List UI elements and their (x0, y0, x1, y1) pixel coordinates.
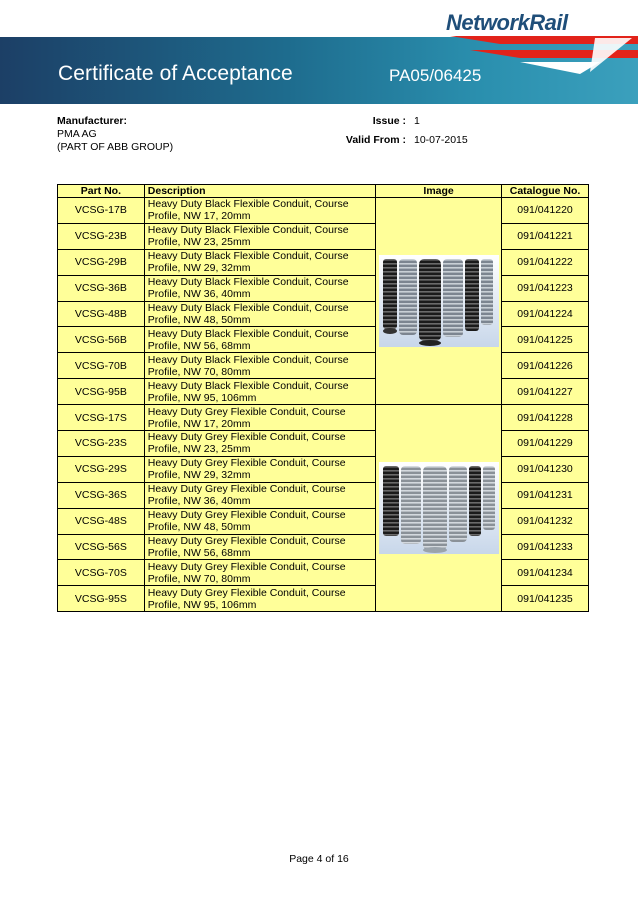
description-cell (144, 431, 375, 457)
table-row (58, 379, 589, 405)
valid-from-label-wrap (300, 134, 406, 147)
manufacturer-group: (PART OF ABB GROUP) (57, 141, 174, 153)
description-line: Heavy Duty Black Flexible Conduit, Course (147, 302, 349, 314)
description-line: Profile, NW 29, 32mm (147, 262, 251, 275)
description-cell (144, 275, 375, 301)
catalogue-no-cell: 091/041232 (502, 508, 589, 534)
description-line: Profile, NW 29, 32mm (147, 469, 251, 482)
description-cell (144, 353, 375, 379)
catalogue-no-cell: 091/041221 (502, 223, 589, 249)
page-number: Page 4 of 16 (289, 853, 349, 865)
header-image: Image (376, 185, 502, 198)
table-row (58, 482, 589, 508)
catalogue-no-cell: 091/041229 (502, 431, 589, 457)
part-no-cell: VCSG-70S (58, 560, 145, 586)
part-no-cell: VCSG-95B (58, 379, 145, 405)
description-line: Heavy Duty Grey Flexible Conduit, Course (147, 457, 346, 470)
description-line: Profile, NW 95, 106mm (147, 391, 257, 404)
table-row (58, 327, 589, 353)
description-line: Heavy Duty Black Flexible Conduit, Course (147, 276, 349, 289)
description-line: Heavy Duty Black Flexible Conduit, Course (147, 379, 349, 392)
issue-label-wrap (300, 115, 406, 128)
description-cell (144, 586, 375, 612)
description-line: Profile, NW 56, 68mm (147, 547, 251, 560)
catalogue-no-cell: 091/041226 (502, 353, 589, 379)
logo-text: NetworkRail (446, 10, 568, 35)
description-cell (144, 560, 375, 586)
description-line: Heavy Duty Grey Flexible Conduit, Course (147, 405, 346, 418)
table-row (58, 508, 589, 534)
part-no-cell: VCSG-70B (58, 353, 145, 379)
table-header-row (58, 185, 589, 198)
description-cell (144, 223, 375, 249)
manufacturer-name: PMA AG (57, 128, 97, 140)
description-cell (144, 327, 375, 353)
black-conduit-image-icon (379, 255, 499, 347)
table-row (58, 405, 589, 431)
image-wrap (376, 255, 501, 347)
table-row (58, 275, 589, 301)
header-description: Description (144, 185, 375, 198)
description-line: Heavy Duty Grey Flexible Conduit, Course (147, 535, 346, 548)
part-no-cell: VCSG-29B (58, 249, 145, 275)
description-line: Profile, NW 36, 40mm (147, 495, 251, 508)
part-no-cell: VCSG-36S (58, 482, 145, 508)
page-title: Certificate of Acceptance (58, 62, 293, 85)
catalogue-no-cell: 091/041235 (502, 586, 589, 612)
description-line: Profile, NW 36, 40mm (147, 288, 251, 301)
part-no-cell: VCSG-56B (58, 327, 145, 353)
part-no-cell: VCSG-29S (58, 456, 145, 482)
description-line: Profile, NW 23, 25mm (147, 236, 251, 249)
certificate-number: PA05/06425 (389, 66, 482, 85)
table-row (58, 534, 589, 560)
description-cell (144, 405, 375, 431)
grey-conduit-image-icon (379, 462, 499, 554)
table-row (58, 223, 589, 249)
catalogue-no-cell: 091/041225 (502, 327, 589, 353)
description-line: Heavy Duty Grey Flexible Conduit, Course (147, 560, 346, 573)
description-cell (144, 379, 375, 405)
valid-from-value: 10-07-2015 (414, 134, 468, 146)
catalogue-no-cell: 091/041223 (502, 275, 589, 301)
image-cell-grey (376, 405, 502, 612)
description-line: Profile, NW 95, 106mm (147, 598, 257, 611)
manufacturer-block (57, 115, 173, 154)
description-line: Profile, NW 70, 80mm (147, 365, 251, 378)
description-line: Heavy Duty Black Flexible Conduit, Course (147, 224, 349, 237)
catalogue-no-cell: 091/041227 (502, 379, 589, 405)
catalogue-no-cell: 091/041231 (502, 482, 589, 508)
description-line: Heavy Duty Black Flexible Conduit, Course (147, 353, 349, 366)
description-line: Heavy Duty Grey Flexible Conduit, Course (147, 509, 346, 522)
part-no-cell: VCSG-23B (58, 223, 145, 249)
description-line: Profile, NW 48, 50mm (147, 314, 251, 326)
description-line: Heavy Duty Black Flexible Conduit, Course (147, 327, 349, 340)
description-line: Heavy Duty Grey Flexible Conduit, Course (147, 431, 346, 444)
description-line: Profile, NW 70, 80mm (147, 572, 251, 585)
table-row (58, 586, 589, 612)
table-row (58, 456, 589, 482)
part-no-cell: VCSG-95S (58, 586, 145, 612)
description-cell (144, 301, 375, 327)
catalogue-no-cell: 091/041228 (502, 405, 589, 431)
catalogue-no-cell: 091/041233 (502, 534, 589, 560)
image-wrap (376, 462, 501, 554)
description-line: Heavy Duty Black Flexible Conduit, Course (147, 250, 349, 263)
issue-value: 1 (414, 115, 420, 127)
catalogue-no-cell: 091/041230 (502, 456, 589, 482)
description-cell (144, 508, 375, 534)
description-line: Profile, NW 48, 50mm (147, 521, 251, 534)
description-cell (144, 249, 375, 275)
description-cell (144, 534, 375, 560)
part-no-cell: VCSG-36B (58, 275, 145, 301)
description-cell (144, 482, 375, 508)
table-row (58, 431, 589, 457)
table-row (58, 560, 589, 586)
description-line: Profile, NW 17, 20mm (147, 210, 251, 223)
description-cell (144, 198, 375, 224)
table-row (58, 301, 589, 327)
description-line: Heavy Duty Grey Flexible Conduit, Course (147, 483, 346, 496)
part-no-cell: VCSG-48B (58, 301, 145, 327)
part-no-cell: VCSG-17B (58, 198, 145, 224)
header-catalogue-no: Catalogue No. (502, 185, 589, 198)
description-line: Heavy Duty Grey Flexible Conduit, Course (147, 586, 346, 599)
issue-label: Issue : (372, 115, 406, 127)
part-no-cell: VCSG-48S (58, 508, 145, 534)
catalogue-no-cell: 091/041220 (502, 198, 589, 224)
header-part-no: Part No. (58, 185, 145, 198)
valid-from-label: Valid From : (345, 134, 406, 146)
description-line: Heavy Duty Black Flexible Conduit, Course (147, 198, 349, 211)
part-no-cell: VCSG-17S (58, 405, 145, 431)
table-row (58, 198, 589, 224)
product-table (57, 184, 589, 612)
image-cell-black (376, 198, 502, 405)
table-row (58, 249, 589, 275)
catalogue-no-cell: 091/041224 (502, 301, 589, 327)
table-row (58, 353, 589, 379)
description-line: Profile, NW 56, 68mm (147, 339, 251, 352)
part-no-cell: VCSG-23S (58, 431, 145, 457)
catalogue-no-cell: 091/041222 (502, 249, 589, 275)
part-no-cell: VCSG-56S (58, 534, 145, 560)
manufacturer-label: Manufacturer: (57, 115, 128, 127)
description-line: Profile, NW 23, 25mm (147, 443, 251, 456)
catalogue-no-cell: 091/041234 (502, 560, 589, 586)
description-cell (144, 456, 375, 482)
description-line: Profile, NW 17, 20mm (147, 417, 251, 430)
